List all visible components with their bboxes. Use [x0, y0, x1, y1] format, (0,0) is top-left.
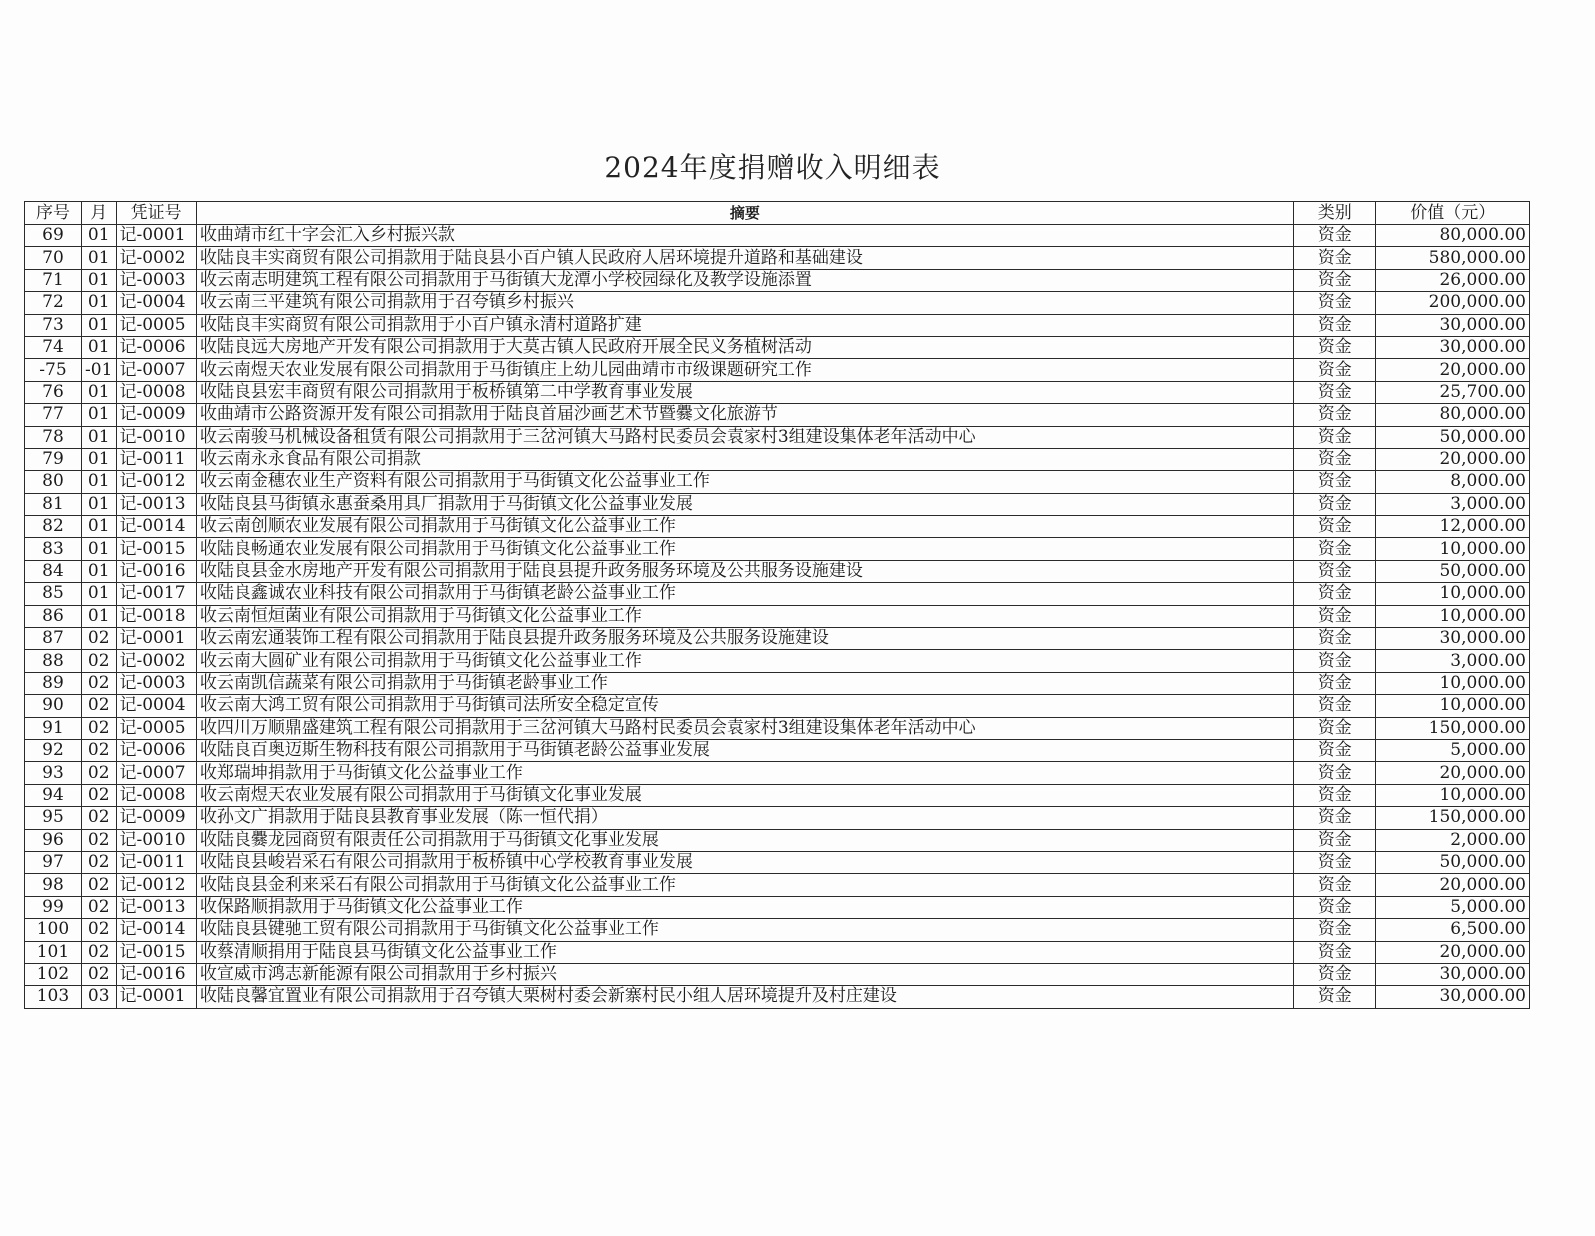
cell-category: 资金 [1294, 516, 1376, 538]
cell-value: 150,000.00 [1376, 807, 1530, 829]
donation-table [24, 201, 1530, 1009]
table-row [25, 471, 1530, 493]
cell-summary: 收云南创顺农业发展有限公司捐款用于马街镇文化公益事业工作 [196, 516, 1293, 538]
cell-month: 02 [81, 829, 116, 851]
cell-category: 资金 [1294, 381, 1376, 403]
table-row [25, 762, 1530, 784]
cell-voucher: 记-0005 [116, 717, 196, 739]
cell-voucher: 记-0015 [116, 941, 196, 963]
table-row [25, 896, 1530, 918]
table-row [25, 807, 1530, 829]
cell-category: 资金 [1294, 874, 1376, 896]
cell-voucher: 记-0018 [116, 605, 196, 627]
cell-summary: 收云南三平建筑有限公司捐款用于召夸镇乡村振兴 [196, 292, 1293, 314]
cell-category: 资金 [1294, 829, 1376, 851]
cell-value: 10,000.00 [1376, 784, 1530, 806]
cell-summary: 收宣威市鸿志新能源有限公司捐款用于乡村振兴 [196, 963, 1293, 985]
cell-month: 02 [81, 874, 116, 896]
table-row [25, 314, 1530, 336]
cell-category: 资金 [1294, 963, 1376, 985]
cell-seq: 79 [25, 448, 82, 470]
cell-month: 02 [81, 851, 116, 873]
cell-summary: 收陆良县键驰工贸有限公司捐款用于马街镇文化公益事业工作 [196, 919, 1293, 941]
cell-category: 资金 [1294, 292, 1376, 314]
cell-month: 01 [81, 448, 116, 470]
cell-value: 6,500.00 [1376, 919, 1530, 941]
table-row [25, 269, 1530, 291]
cell-value: 50,000.00 [1376, 426, 1530, 448]
cell-month: 01 [81, 583, 116, 605]
cell-month: 01 [81, 471, 116, 493]
header-voucher: 凭证号 [116, 202, 196, 225]
cell-seq: 78 [25, 426, 82, 448]
cell-category: 资金 [1294, 628, 1376, 650]
cell-summary: 收云南凯信蔬菜有限公司捐款用于马街镇老龄事业工作 [196, 672, 1293, 694]
cell-summary: 收曲靖市公路资源开发有限公司捐款用于陆良首届沙画艺术节暨爨文化旅游节 [196, 404, 1293, 426]
table-row [25, 851, 1530, 873]
cell-category: 资金 [1294, 717, 1376, 739]
cell-voucher: 记-0001 [116, 225, 196, 247]
cell-category: 资金 [1294, 448, 1376, 470]
cell-summary: 收陆良丰实商贸有限公司捐款用于陆良县小百户镇人民政府人居环境提升道路和基础建设 [196, 247, 1293, 269]
cell-voucher: 记-0008 [116, 381, 196, 403]
cell-value: 26,000.00 [1376, 269, 1530, 291]
cell-value: 200,000.00 [1376, 292, 1530, 314]
cell-summary: 收郑瑞坤捐款用于马街镇文化公益事业工作 [196, 762, 1293, 784]
cell-value: 5,000.00 [1376, 739, 1530, 761]
cell-value: 20,000.00 [1376, 359, 1530, 381]
cell-category: 资金 [1294, 359, 1376, 381]
table-row [25, 874, 1530, 896]
cell-summary: 收云南大鸿工贸有限公司捐款用于马街镇司法所安全稳定宣传 [196, 695, 1293, 717]
cell-summary: 收蔡清顺捐用于陆良县马街镇文化公益事业工作 [196, 941, 1293, 963]
cell-category: 资金 [1294, 941, 1376, 963]
cell-voucher: 记-0006 [116, 739, 196, 761]
cell-value: 30,000.00 [1376, 336, 1530, 358]
document-title: 2024年度捐赠收入明细表 [604, 151, 941, 184]
cell-summary: 收云南永永食品有限公司捐款 [196, 448, 1293, 470]
table-row [25, 359, 1530, 381]
cell-month: 01 [81, 560, 116, 582]
cell-summary: 收陆良丰实商贸有限公司捐款用于小百户镇永清村道路扩建 [196, 314, 1293, 336]
cell-value: 10,000.00 [1376, 538, 1530, 560]
table-row [25, 784, 1530, 806]
cell-summary: 收曲靖市红十字会汇入乡村振兴款 [196, 225, 1293, 247]
cell-month: 01 [81, 247, 116, 269]
table-row [25, 695, 1530, 717]
cell-summary: 收云南宏通装饰工程有限公司捐款用于陆良县提升政务服务环境及公共服务设施建设 [196, 628, 1293, 650]
cell-voucher: 记-0017 [116, 583, 196, 605]
cell-month: 01 [81, 269, 116, 291]
cell-summary: 收保路顺捐款用于马街镇文化公益事业工作 [196, 896, 1293, 918]
cell-voucher: 记-0016 [116, 560, 196, 582]
cell-month: 02 [81, 672, 116, 694]
cell-seq: 82 [25, 516, 82, 538]
cell-category: 资金 [1294, 851, 1376, 873]
cell-seq: 98 [25, 874, 82, 896]
cell-voucher: 记-0010 [116, 829, 196, 851]
cell-month: 02 [81, 941, 116, 963]
cell-month: 02 [81, 896, 116, 918]
cell-value: 20,000.00 [1376, 448, 1530, 470]
cell-month: 01 [81, 292, 116, 314]
cell-category: 资金 [1294, 695, 1376, 717]
cell-value: 50,000.00 [1376, 560, 1530, 582]
cell-voucher: 记-0016 [116, 963, 196, 985]
cell-value: 580,000.00 [1376, 247, 1530, 269]
cell-summary: 收陆良远大房地产开发有限公司捐款用于大莫古镇人民政府开展全民义务植树活动 [196, 336, 1293, 358]
cell-seq: 80 [25, 471, 82, 493]
cell-seq: 92 [25, 739, 82, 761]
cell-summary: 收云南恒烜菌业有限公司捐款用于马街镇文化公益事业工作 [196, 605, 1293, 627]
cell-seq: 96 [25, 829, 82, 851]
table-row [25, 381, 1530, 403]
cell-category: 资金 [1294, 807, 1376, 829]
cell-summary: 收云南志明建筑工程有限公司捐款用于马街镇大龙潭小学校园绿化及教学设施添置 [196, 269, 1293, 291]
cell-summary: 收云南骏马机械设备租赁有限公司捐款用于三岔河镇大马路村民委员会袁家村3组建设集体老年活动中心 [196, 426, 1293, 448]
cell-seq: 102 [25, 963, 82, 985]
cell-summary: 收云南金穗农业生产资料有限公司捐款用于马街镇文化公益事业工作 [196, 471, 1293, 493]
table-row [25, 605, 1530, 627]
cell-month: 01 [81, 404, 116, 426]
table-row [25, 426, 1530, 448]
table-row [25, 717, 1530, 739]
cell-category: 资金 [1294, 672, 1376, 694]
cell-value: 3,000.00 [1376, 493, 1530, 515]
cell-seq: 91 [25, 717, 82, 739]
cell-value: 80,000.00 [1376, 404, 1530, 426]
table-row [25, 560, 1530, 582]
cell-month: 02 [81, 695, 116, 717]
cell-summary: 收陆良县金利来采石有限公司捐款用于马街镇文化公益事业工作 [196, 874, 1293, 896]
cell-voucher: 记-0010 [116, 426, 196, 448]
cell-value: 10,000.00 [1376, 672, 1530, 694]
cell-value: 30,000.00 [1376, 986, 1530, 1008]
table-row [25, 829, 1530, 851]
cell-month: 01 [81, 314, 116, 336]
cell-voucher: 记-0004 [116, 695, 196, 717]
cell-value: 5,000.00 [1376, 896, 1530, 918]
cell-month: -01 [81, 359, 116, 381]
cell-seq: 83 [25, 538, 82, 560]
cell-voucher: 记-0014 [116, 516, 196, 538]
cell-voucher: 记-0009 [116, 404, 196, 426]
cell-summary: 收陆良畅通农业发展有限公司捐款用于马街镇文化公益事业工作 [196, 538, 1293, 560]
cell-category: 资金 [1294, 739, 1376, 761]
header-seq: 序号 [25, 202, 82, 225]
cell-seq: 97 [25, 851, 82, 873]
table-row [25, 941, 1530, 963]
cell-summary: 收陆良县马街镇永惠蚕桑用具厂捐款用于马街镇文化公益事业发展 [196, 493, 1293, 515]
header-value: 价值（元） [1376, 202, 1530, 225]
cell-summary: 收陆良县宏丰商贸有限公司捐款用于板桥镇第二中学教育事业发展 [196, 381, 1293, 403]
cell-category: 资金 [1294, 493, 1376, 515]
cell-month: 01 [81, 381, 116, 403]
table-row [25, 225, 1530, 247]
cell-summary: 收陆良县峻岩采石有限公司捐款用于板桥镇中心学校教育事业发展 [196, 851, 1293, 873]
cell-seq: 76 [25, 381, 82, 403]
table-row [25, 583, 1530, 605]
cell-voucher: 记-0008 [116, 784, 196, 806]
cell-seq: 101 [25, 941, 82, 963]
cell-value: 3,000.00 [1376, 650, 1530, 672]
cell-category: 资金 [1294, 560, 1376, 582]
cell-month: 01 [81, 493, 116, 515]
table-row [25, 628, 1530, 650]
cell-voucher: 记-0015 [116, 538, 196, 560]
cell-value: 25,700.00 [1376, 381, 1530, 403]
cell-value: 12,000.00 [1376, 516, 1530, 538]
header-summary: 摘要 [196, 202, 1293, 225]
cell-month: 01 [81, 605, 116, 627]
cell-category: 资金 [1294, 762, 1376, 784]
cell-category: 资金 [1294, 247, 1376, 269]
cell-summary: 收陆良百奥迈斯生物科技有限公司捐款用于马街镇老龄公益事业发展 [196, 739, 1293, 761]
cell-summary: 收陆良鑫诚农业科技有限公司捐款用于马街镇老龄公益事业工作 [196, 583, 1293, 605]
cell-category: 资金 [1294, 314, 1376, 336]
table-row [25, 336, 1530, 358]
cell-seq: 85 [25, 583, 82, 605]
table-header-row [25, 202, 1530, 225]
cell-seq: 100 [25, 919, 82, 941]
cell-category: 资金 [1294, 538, 1376, 560]
cell-summary: 收四川万顺鼎盛建筑工程有限公司捐款用于三岔河镇大马路村民委员会袁家村3组建设集体老年活动中心 [196, 717, 1293, 739]
cell-voucher: 记-0011 [116, 448, 196, 470]
cell-month: 01 [81, 426, 116, 448]
cell-category: 资金 [1294, 404, 1376, 426]
cell-month: 01 [81, 225, 116, 247]
cell-seq: 88 [25, 650, 82, 672]
cell-category: 资金 [1294, 650, 1376, 672]
cell-voucher: 记-0012 [116, 874, 196, 896]
cell-value: 10,000.00 [1376, 583, 1530, 605]
cell-voucher: 记-0012 [116, 471, 196, 493]
cell-seq: 72 [25, 292, 82, 314]
cell-summary: 收云南煜天农业发展有限公司捐款用于马街镇文化事业发展 [196, 784, 1293, 806]
cell-value: 2,000.00 [1376, 829, 1530, 851]
cell-value: 30,000.00 [1376, 963, 1530, 985]
cell-voucher: 记-0011 [116, 851, 196, 873]
cell-seq: 93 [25, 762, 82, 784]
table-row [25, 650, 1530, 672]
table-row [25, 493, 1530, 515]
cell-voucher: 记-0007 [116, 359, 196, 381]
cell-month: 02 [81, 739, 116, 761]
cell-summary: 收陆良县金水房地产开发有限公司捐款用于陆良县提升政务服务环境及公共服务设施建设 [196, 560, 1293, 582]
cell-category: 资金 [1294, 986, 1376, 1008]
cell-seq: 73 [25, 314, 82, 336]
cell-category: 资金 [1294, 426, 1376, 448]
cell-seq: 84 [25, 560, 82, 582]
cell-category: 资金 [1294, 919, 1376, 941]
cell-month: 02 [81, 784, 116, 806]
cell-summary: 收云南煜天农业发展有限公司捐款用于马街镇庄上幼儿园曲靖市市级课题研究工作 [196, 359, 1293, 381]
table-row [25, 292, 1530, 314]
table-row [25, 672, 1530, 694]
cell-month: 02 [81, 717, 116, 739]
cell-month: 03 [81, 986, 116, 1008]
table-row [25, 247, 1530, 269]
cell-month: 01 [81, 336, 116, 358]
cell-value: 10,000.00 [1376, 695, 1530, 717]
cell-value: 20,000.00 [1376, 941, 1530, 963]
cell-voucher: 记-0013 [116, 493, 196, 515]
cell-voucher: 记-0007 [116, 762, 196, 784]
cell-voucher: 记-0009 [116, 807, 196, 829]
cell-value: 150,000.00 [1376, 717, 1530, 739]
cell-voucher: 记-0002 [116, 247, 196, 269]
cell-value: 30,000.00 [1376, 314, 1530, 336]
cell-seq: 74 [25, 336, 82, 358]
table-row [25, 986, 1530, 1008]
cell-summary: 收陆良馨宜置业有限公司捐款用于召夸镇大栗树村委会新寨村民小组人居环境提升及村庄建设 [196, 986, 1293, 1008]
cell-value: 8,000.00 [1376, 471, 1530, 493]
cell-seq: 70 [25, 247, 82, 269]
header-month: 月 [81, 202, 116, 225]
cell-category: 资金 [1294, 471, 1376, 493]
cell-category: 资金 [1294, 784, 1376, 806]
cell-summary: 收陆良爨龙园商贸有限责任公司捐款用于马街镇文化事业发展 [196, 829, 1293, 851]
cell-voucher: 记-0006 [116, 336, 196, 358]
cell-value: 10,000.00 [1376, 605, 1530, 627]
cell-month: 02 [81, 963, 116, 985]
cell-seq: 69 [25, 225, 82, 247]
cell-value: 30,000.00 [1376, 628, 1530, 650]
cell-value: 50,000.00 [1376, 851, 1530, 873]
cell-value: 20,000.00 [1376, 874, 1530, 896]
cell-seq: 71 [25, 269, 82, 291]
cell-voucher: 记-0005 [116, 314, 196, 336]
cell-month: 02 [81, 762, 116, 784]
cell-seq: 86 [25, 605, 82, 627]
table-row [25, 963, 1530, 985]
cell-category: 资金 [1294, 225, 1376, 247]
cell-month: 02 [81, 650, 116, 672]
cell-seq: 87 [25, 628, 82, 650]
cell-seq: 95 [25, 807, 82, 829]
table-row [25, 404, 1530, 426]
cell-seq: 94 [25, 784, 82, 806]
cell-voucher: 记-0004 [116, 292, 196, 314]
cell-category: 资金 [1294, 605, 1376, 627]
table-row [25, 448, 1530, 470]
cell-seq: 77 [25, 404, 82, 426]
cell-value: 80,000.00 [1376, 225, 1530, 247]
cell-seq: 103 [25, 986, 82, 1008]
cell-month: 02 [81, 628, 116, 650]
header-category: 类别 [1294, 202, 1376, 225]
cell-category: 资金 [1294, 336, 1376, 358]
cell-category: 资金 [1294, 583, 1376, 605]
cell-seq: -75 [25, 359, 82, 381]
cell-month: 02 [81, 919, 116, 941]
table-row [25, 538, 1530, 560]
cell-voucher: 记-0003 [116, 672, 196, 694]
table-row [25, 919, 1530, 941]
cell-seq: 81 [25, 493, 82, 515]
cell-month: 01 [81, 516, 116, 538]
cell-month: 02 [81, 807, 116, 829]
cell-summary: 收孙文广捐款用于陆良县教育事业发展（陈一恒代捐） [196, 807, 1293, 829]
cell-seq: 89 [25, 672, 82, 694]
cell-value: 20,000.00 [1376, 762, 1530, 784]
cell-seq: 99 [25, 896, 82, 918]
cell-voucher: 记-0003 [116, 269, 196, 291]
cell-month: 01 [81, 538, 116, 560]
table-row [25, 739, 1530, 761]
table-body [25, 225, 1530, 1009]
cell-voucher: 记-0001 [116, 986, 196, 1008]
cell-seq: 90 [25, 695, 82, 717]
cell-voucher: 记-0014 [116, 919, 196, 941]
cell-summary: 收云南大圆矿业有限公司捐款用于马街镇文化公益事业工作 [196, 650, 1293, 672]
cell-voucher: 记-0002 [116, 650, 196, 672]
cell-voucher: 记-0013 [116, 896, 196, 918]
cell-category: 资金 [1294, 269, 1376, 291]
cell-voucher: 记-0001 [116, 628, 196, 650]
cell-category: 资金 [1294, 896, 1376, 918]
table-row [25, 516, 1530, 538]
